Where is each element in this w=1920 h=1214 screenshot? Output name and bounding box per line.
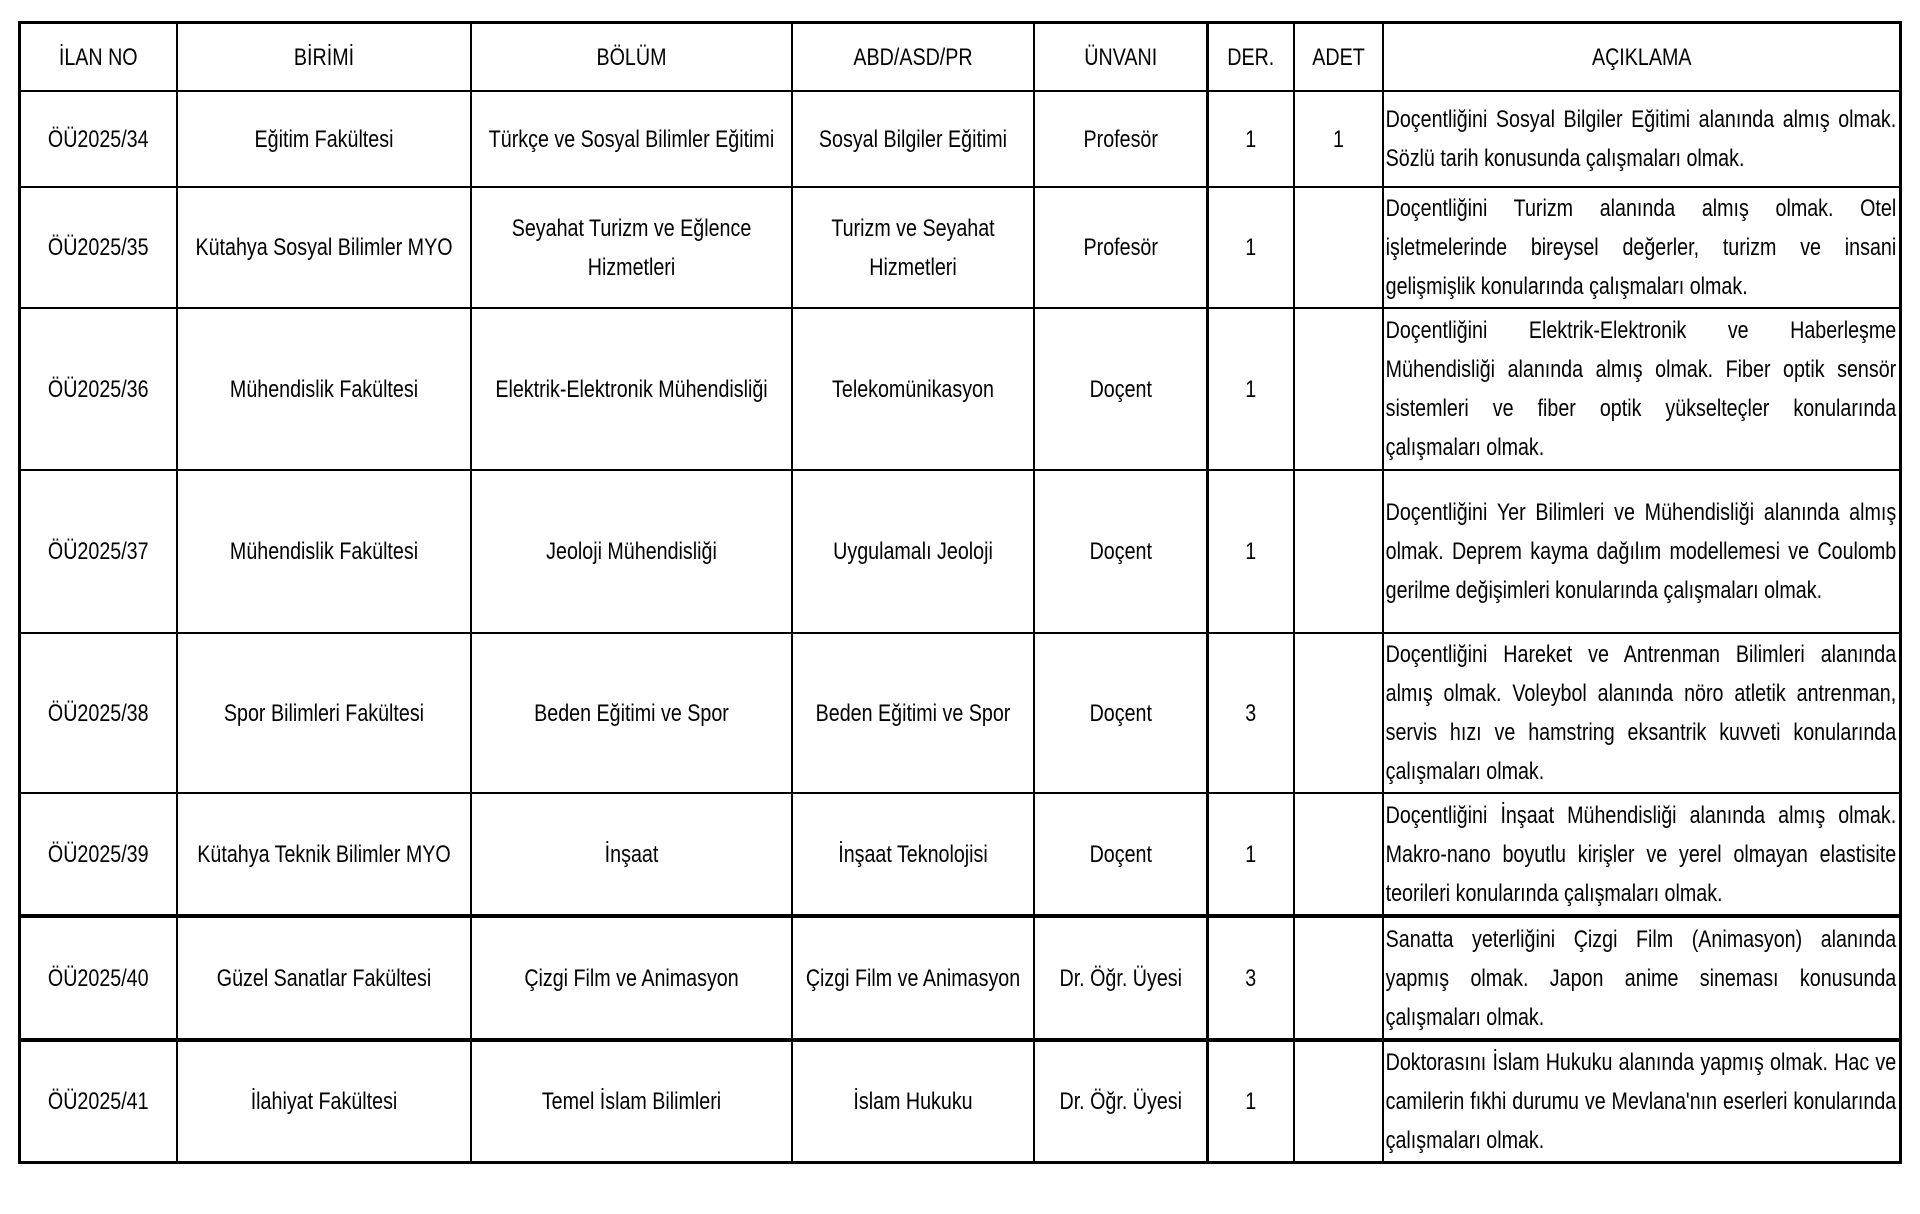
abd-text: Sosyal Bilgiler Eğitimi	[818, 125, 1007, 153]
header-aciklama-label: AÇIKLAMA	[1591, 43, 1691, 71]
aciklama-text: Doçentliğini Yer Bilimleri ve Mühendisliği alanında almış olmak. Deprem kayma dağılım modellemesi ve Coulomb gerilme değişimleri konularında çalışmaları olmak.	[1385, 499, 1896, 604]
bolum-text: Jeoloji Mühendisliği	[545, 538, 717, 565]
cell-adet	[1294, 187, 1383, 308]
cell-adet	[1294, 1040, 1383, 1163]
aciklama-text: Doçentliğini Sosyal Bilgiler Eğitimi alanında almış olmak. Sözlü tarih konusunda çalışmaları olmak.	[1385, 106, 1896, 172]
table-row	[20, 633, 1901, 793]
der-text: 3	[1245, 964, 1257, 992]
aciklama-text: Doçentliğini Turizm alanında almış olmak. Otel işletmelerinde bireysel değerler, turizm ve insani gelişmişlik konularında çalışmaları olmak.	[1385, 195, 1896, 300]
cell-bolum	[471, 187, 792, 308]
cell-abd	[792, 91, 1034, 187]
cell-der	[1208, 308, 1294, 470]
cell-abd	[792, 916, 1034, 1040]
cell-adet	[1294, 793, 1383, 916]
ilan-no-text: ÖÜ2025/34	[47, 125, 149, 153]
unvani-text: Dr. Öğr. Üyesi	[1058, 1088, 1182, 1115]
der-text: 3	[1245, 699, 1257, 727]
table-row	[20, 1040, 1901, 1163]
cell-aciklama	[1383, 91, 1901, 187]
der-text: 1	[1245, 125, 1257, 153]
cell-unvani	[1034, 633, 1208, 793]
abd-text: Beden Eğitimi ve Spor	[815, 699, 1010, 727]
table-row	[20, 793, 1901, 916]
cell-unvani	[1034, 793, 1208, 916]
cell-aciklama	[1383, 470, 1901, 633]
cell-aciklama	[1383, 308, 1901, 470]
header-der-label: DER.	[1227, 43, 1275, 71]
cell-ilan-no	[20, 91, 177, 187]
ilan-no-text: ÖÜ2025/36	[47, 375, 149, 403]
aciklama-text: Doktorasını İslam Hukuku alanında yapmış olmak. Hac ve camilerin fıkhi durumu ve Mevlana'nın eserleri konularında çalışmaları olmak.	[1385, 1049, 1896, 1154]
birimi-text: Güzel Sanatlar Fakültesi	[216, 964, 431, 992]
bolum-text: Elektrik-Elektronik Mühendisliği	[494, 375, 768, 403]
unvani-text: Doçent	[1089, 699, 1152, 727]
cell-unvani	[1034, 91, 1208, 187]
bolum-text: Beden Eğitimi ve Spor	[533, 699, 729, 727]
cell-der	[1208, 187, 1294, 308]
header-row	[20, 23, 1901, 92]
cell-der	[1208, 793, 1294, 916]
aciklama-text: Doçentliğini İnşaat Mühendisliği alanında almış olmak. Makro-nano boyutlu kirişler ve yerel olmayan elastisite teorileri konularında çalışmaları olmak.	[1385, 801, 1896, 907]
cell-abd	[792, 793, 1034, 916]
cell-aciklama	[1383, 1040, 1901, 1163]
cell-unvani	[1034, 916, 1208, 1040]
header-bolum	[471, 23, 792, 92]
cell-bolum	[471, 470, 792, 633]
ilan-no-text: ÖÜ2025/38	[47, 699, 149, 727]
unvani-text: Doçent	[1089, 375, 1152, 403]
header-ilan-no	[20, 23, 177, 92]
der-text: 1	[1245, 538, 1257, 565]
cell-bolum	[471, 916, 792, 1040]
bolum-text: Çizgi Film ve Animasyon	[523, 964, 739, 992]
bolum-text: Türkçe ve Sosyal Bilimler Eğitimi	[488, 125, 774, 153]
cell-birimi	[177, 916, 471, 1040]
header-adet-label: ADET	[1311, 43, 1365, 71]
cell-birimi	[177, 187, 471, 308]
cell-aciklama	[1383, 633, 1901, 793]
cell-birimi	[177, 91, 471, 187]
der-text: 1	[1245, 234, 1257, 261]
cell-bolum	[471, 633, 792, 793]
cell-abd	[792, 187, 1034, 308]
table-row	[20, 470, 1901, 633]
unvani-text: Profesör	[1083, 234, 1158, 261]
header-adet	[1294, 23, 1383, 92]
birimi-text: Kütahya Sosyal Bilimler MYO	[194, 234, 453, 261]
header-unvani	[1034, 23, 1208, 92]
cell-aciklama	[1383, 793, 1901, 916]
bolum-text: Seyahat Turizm ve Eğlence Hizmetleri	[511, 214, 751, 281]
unvani-text: Doçent	[1089, 840, 1152, 868]
birimi-text: Eğitim Fakültesi	[254, 125, 393, 153]
header-birimi-label: BİRİMİ	[293, 43, 354, 71]
der-text: 1	[1245, 840, 1257, 868]
bolum-text: Temel İslam Bilimleri	[541, 1088, 721, 1115]
abd-text: Uygulamalı Jeoloji	[832, 538, 993, 565]
der-text: 1	[1245, 1088, 1257, 1115]
cell-adet	[1294, 633, 1383, 793]
header-ilan-no-label: İLAN NO	[58, 43, 138, 71]
cell-bolum	[471, 308, 792, 470]
header-bolum-label: BÖLÜM	[595, 43, 666, 71]
adet-text: 1	[1332, 125, 1344, 153]
cell-birimi	[177, 633, 471, 793]
birimi-text: İlahiyat Fakültesi	[250, 1088, 397, 1115]
cell-birimi	[177, 308, 471, 470]
cell-aciklama	[1383, 916, 1901, 1040]
cell-bolum	[471, 793, 792, 916]
cell-bolum	[471, 1040, 792, 1163]
abd-text: Çizgi Film ve Animasyon	[805, 964, 1020, 992]
cell-ilan-no	[20, 793, 177, 916]
cell-adet	[1294, 916, 1383, 1040]
cell-birimi	[177, 793, 471, 916]
unvani-text: Dr. Öğr. Üyesi	[1058, 964, 1182, 992]
cell-ilan-no	[20, 470, 177, 633]
cell-aciklama	[1383, 187, 1901, 308]
header-birimi	[177, 23, 471, 92]
cell-unvani	[1034, 187, 1208, 308]
cell-abd	[792, 308, 1034, 470]
abd-text: İslam Hukuku	[852, 1088, 973, 1115]
cell-unvani	[1034, 1040, 1208, 1163]
cell-ilan-no	[20, 633, 177, 793]
cell-ilan-no	[20, 308, 177, 470]
cell-adet	[1294, 91, 1383, 187]
cell-unvani	[1034, 308, 1208, 470]
cell-abd	[792, 1040, 1034, 1163]
cell-der	[1208, 91, 1294, 187]
aciklama-text: Doçentliğini Hareket ve Antrenman Bilimleri alanında almış olmak. Voleybol alanında nöro atletik antrenman, servis hızı ve hamstring eksantrik kuvveti konularında çalışmaları olmak.	[1385, 641, 1896, 785]
cell-ilan-no	[20, 187, 177, 308]
cell-abd	[792, 470, 1034, 633]
table-row	[20, 916, 1901, 1040]
ilan-no-text: ÖÜ2025/35	[47, 234, 149, 261]
cell-ilan-no	[20, 916, 177, 1040]
birimi-text: Kütahya Teknik Bilimler MYO	[196, 840, 451, 868]
ilan-no-text: ÖÜ2025/39	[47, 840, 149, 868]
birimi-text: Mühendislik Fakültesi	[229, 375, 418, 403]
cell-adet	[1294, 470, 1383, 633]
der-text: 1	[1245, 375, 1257, 403]
aciklama-text: Doçentliğini Elektrik-Elektronik ve Haberleşme Mühendisliği alanında almış olmak. Fiber optik sensör sistemleri ve fiber optik yükselteçler konularında çalışmaları olmak.	[1385, 317, 1896, 461]
ilan-no-text: ÖÜ2025/40	[47, 964, 149, 992]
cell-bolum	[471, 91, 792, 187]
ilan-no-text: ÖÜ2025/41	[47, 1088, 149, 1115]
table-row	[20, 91, 1901, 187]
birimi-text: Spor Bilimleri Fakültesi	[223, 699, 424, 727]
job-listings-table	[18, 21, 1902, 1164]
unvani-text: Doçent	[1089, 538, 1152, 565]
table-row	[20, 308, 1901, 470]
cell-adet	[1294, 308, 1383, 470]
unvani-text: Profesör	[1083, 125, 1158, 153]
cell-der	[1208, 633, 1294, 793]
cell-birimi	[177, 470, 471, 633]
cell-der	[1208, 1040, 1294, 1163]
ilan-no-text: ÖÜ2025/37	[47, 538, 149, 565]
table-row	[20, 187, 1901, 308]
header-abd-label: ABD/ASD/PR	[852, 43, 973, 71]
cell-birimi	[177, 1040, 471, 1163]
cell-der	[1208, 470, 1294, 633]
birimi-text: Mühendislik Fakültesi	[229, 538, 418, 565]
cell-abd	[792, 633, 1034, 793]
abd-text: İnşaat Teknolojisi	[837, 840, 988, 868]
cell-unvani	[1034, 470, 1208, 633]
cell-ilan-no	[20, 1040, 177, 1163]
cell-der	[1208, 916, 1294, 1040]
abd-text: Turizm ve Seyahat Hizmetleri	[830, 214, 995, 281]
header-aciklama	[1383, 23, 1901, 92]
bolum-text: İnşaat	[604, 840, 658, 868]
header-unvani-label: ÜNVANI	[1083, 43, 1157, 71]
header-abd	[792, 23, 1034, 92]
abd-text: Telekomünikasyon	[831, 375, 994, 403]
aciklama-text: Sanatta yeterliğini Çizgi Film (Animasyon) alanında yapmış olmak. Japon anime sineması konusunda çalışmaları olmak.	[1385, 925, 1896, 1031]
header-der	[1208, 23, 1294, 92]
